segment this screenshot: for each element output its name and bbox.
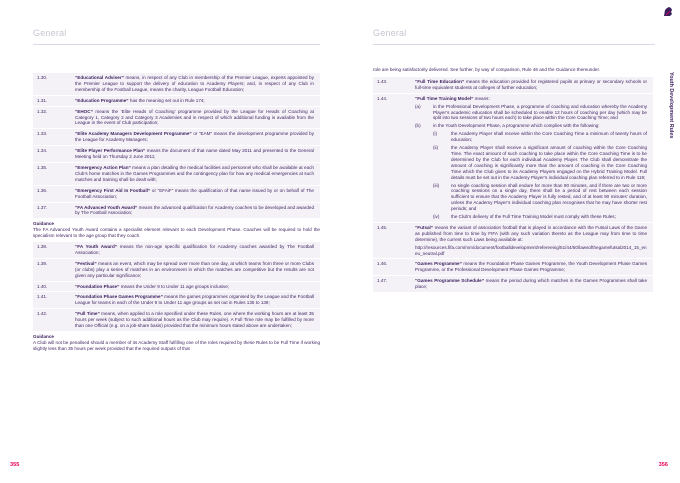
rule-term: “FA Advanced Youth Award” — [75, 204, 138, 210]
rule-row — [33, 106, 320, 129]
rule-number: 1.35. — [37, 164, 48, 170]
sub-sub-clause — [433, 145, 647, 180]
rule-row — [33, 145, 320, 162]
rule-text — [73, 186, 320, 202]
rule-row — [33, 281, 320, 292]
rule-row — [33, 95, 320, 106]
futsal-laws-link[interactable]: http://resources.fifa.com/mm/document/footballdevelopment/refereeing/51/44/50/lawsofthegamefutsal2014_15_eneu_neutral.pdf — [415, 244, 647, 256]
rule-number: 1.30. — [37, 75, 48, 80]
rule-number: 1.43. — [377, 78, 388, 84]
guidance-text: A Club will not be penalised should a member of its Academy Staff fulfilling one of the roles required by these Rules to be Full Time if working slightly less than 35 hours per week provided that the required outputs of that — [33, 339, 320, 351]
guidance-heading: Guidance — [33, 334, 54, 339]
rule-row — [33, 241, 320, 258]
sub-clause — [415, 123, 647, 129]
rule-term: “Emergency First Aid In Football” — [75, 187, 151, 193]
rule-text — [73, 146, 320, 162]
premier-league-lion-icon — [662, 6, 674, 18]
rule-text — [73, 163, 320, 185]
page-number-right: 356 — [658, 462, 668, 468]
rule-number: 1.42. — [37, 311, 48, 317]
rule-term: “Futsal” — [415, 224, 434, 230]
rule-number: 1.34. — [37, 148, 48, 154]
rule-text — [413, 259, 653, 275]
rule-term: “Games Programme Schedule” — [415, 278, 485, 284]
rule-text — [73, 282, 320, 292]
sub-sub-clause-label: (iii) — [433, 182, 440, 188]
rule-row — [33, 162, 320, 185]
side-title: Youth Development Rules — [668, 72, 674, 139]
rule-number: 1.46. — [377, 261, 388, 267]
rule-term: “Games Programme” — [415, 261, 462, 267]
sub-sub-clause-text: the Academy Player shall receive within the Core Coaching Time a minimum of twenty hours of education; — [451, 131, 647, 143]
sub-sub-clause — [433, 131, 647, 143]
rule-definition: means an event, which may be spread over more than one day, at which teams from three or more Clubs (or clubs) play a series of matches in an environment in which the matches are competitive but the results are not given any particular significance; — [75, 260, 314, 278]
rule-text — [73, 292, 320, 308]
rule-term: “Full Time Training Model” — [415, 95, 474, 101]
rule-number: 1.37. — [37, 204, 48, 210]
rule-definition: means the period during which matches in the Games Programmes shall take place; — [415, 278, 647, 290]
sub-clause-text: in the Professional Development Phase, a programme of coaching and education whereby the Academy Player’s academic education shall be scheduled to enable 12 hours of coaching per day (which may be split into two sessions of two hours each) to take place within the Core Coaching Time; and — [433, 103, 647, 121]
rule-definition: means a plan detailing the medical facilities and personnel who shall be available at each Club’s home matches in the Games Programmes and the contingency plan for how any medical emergencies at such matches and training shall be dealt with; — [75, 164, 314, 182]
guidance-heading: Guidance — [33, 221, 54, 227]
rule-number: 1.40. — [37, 283, 48, 289]
rule-definition: means the games programmes organised by the League and the Football League for teams in each of the Under 9 to Under 11 age groups as set out in Rules 135 to 139; — [75, 294, 314, 306]
sub-sub-clause-text: no single coaching session shall endure for more than 90 minutes, and if there are two or more coaching sessions on a single day, there shall be a period of rest between each session sufficient to ensure that the Academy Player is fully rested, and of at least 90 minutes’ duration, unless the Academy Player’s individual coaching plan recognises that he may have shorter rest periods; and — [451, 182, 647, 212]
rule-row — [373, 258, 653, 275]
rule-row — [373, 93, 653, 222]
rule-definition: means the document of that name dated May 2011 and presented to the General Meeting held on Thursday 2 June 2011; — [75, 148, 315, 160]
rule-number: 1.36. — [37, 187, 48, 193]
sub-clause-text: in the Youth Development Phase, a programme which complies with the following: — [433, 123, 600, 129]
rule-term: “Festival” — [75, 260, 97, 266]
rule-definition: means the education provided for registered pupils at primary or secondary schools or full-time equivalent students at colleges of further education; — [415, 78, 648, 90]
rule-text — [73, 242, 320, 258]
rule-definition: or “EAM” means the development programme provided by the League for Academy Managers; — [75, 131, 314, 143]
rule-row — [33, 202, 320, 219]
rule-term: “EHOC” — [75, 108, 93, 114]
rule-definition: means the non-age specific qualification for Academy coaches awarded by The Football Association; — [75, 244, 314, 255]
rule-definition: means the Foundation Phase Games Programme, the Youth Development Phase Games Programme, or the Professional Development Phase Games Programme; — [415, 261, 647, 273]
sub-clause-label: (b) — [415, 123, 421, 129]
rule-definition: means: — [473, 95, 490, 101]
rule-term: “FA Youth Award” — [75, 244, 118, 250]
right-heading-divider — [373, 44, 655, 45]
rule-definition: or “EFAiF” means the qualification of that name issued by or on behalf of The Football Association; — [75, 187, 314, 199]
rule-text — [413, 223, 653, 259]
rule-row — [33, 291, 320, 308]
rule-definition: means, when applied to a role specified under these Rules, one where the working hours are at least 35 hours per week (subject to such additional hours as the Club may require). A Full Time role may be fulfilled by more than one Official (e.g. on a job-share basis) provided that the minimum hours stated above are undertaken; — [75, 311, 314, 329]
sub-sub-clause-text: the Club’s delivery of the Full Time Training Model must comply with these Rules; — [451, 214, 616, 220]
rule-text — [413, 94, 653, 222]
rule-term: “Educational Adviser” — [75, 75, 124, 80]
sub-clause — [415, 104, 647, 122]
rule-term: “Foundation Phase Games Programme” — [75, 294, 163, 300]
rule-term: “Elite Player Performance Plan” — [75, 148, 146, 154]
rule-definition: means the ‘Elite Heads of Coaching’ programme provided by the League for Heads of Coaching at Category 1, Category 2 and Category 3 Academies and in respect of which additional funding is available from the League in the event of Club participation; — [75, 108, 314, 126]
sub-sub-clause-label: (ii) — [433, 145, 439, 151]
sub-sub-clause-label: (iv) — [433, 214, 440, 220]
rule-number: 1.41. — [37, 294, 48, 300]
sub-sub-clause — [433, 183, 647, 213]
rule-text — [73, 259, 320, 281]
left-section-heading: General — [33, 28, 67, 38]
rules-list-b — [33, 241, 320, 331]
sub-sub-clause-text: the Academy Player shall receive a significant amount of coaching within the Core Coaching Time. The exact amount of such coaching to take place within the Core Coaching Time is to be determined by the Club for each individual Academy Player. The Club shall demonstrate the amount of coaching is significantly more than the amount of coaching in the Core Coaching Time which the Club gives to its Academy Players engaged on the Hybrid Training Model. Full details must be set out in the Academy Player’s individual coaching plan referred to in Rule 119; — [451, 145, 647, 180]
rule-number: 1.38. — [37, 244, 48, 250]
rule-row — [33, 258, 320, 281]
rule-definition: means, in respect of any Club in membership of the Premier League, experts appointed by the Premier League to support the delivery of education to Academy Players; and, in respect of any Club in membership of the Football League, means the charity, League Football Education; — [75, 75, 314, 92]
rule-row — [373, 222, 653, 259]
rule-definition: means the Under 9 to Under 11 age groups inclusive; — [119, 283, 230, 289]
rule-number: 1.32. — [37, 108, 48, 114]
left-heading-divider — [33, 44, 320, 45]
rule-text — [413, 276, 653, 292]
right-column — [373, 67, 653, 292]
rule-term: “Full Time Education” — [415, 78, 465, 84]
rule-definition: has the meaning set out in Rule 174; — [128, 97, 205, 103]
rule-text — [73, 203, 320, 219]
sub-sub-clause-label: (i) — [433, 131, 438, 137]
rule-row — [33, 308, 320, 331]
sub-sub-clause-list — [415, 131, 647, 220]
continuation-text: role are being satisfactorily delivered. See further, by way of comparison, Rule 46 and the Guidance thereunder. — [373, 67, 601, 72]
right-page — [340, 0, 680, 483]
rule-row — [33, 72, 320, 95]
rule-term: “Emergency Action Plan” — [75, 164, 131, 170]
rules-list-a — [33, 72, 320, 218]
rule-text — [73, 309, 320, 331]
rule-text — [73, 96, 320, 106]
rule-term: “Full Time” — [75, 311, 100, 317]
rule-term: “Education Programme” — [75, 97, 129, 103]
rule-number: 1.47. — [377, 278, 388, 284]
page-number-left: 355 — [10, 462, 20, 468]
rule-number: 1.44. — [377, 95, 388, 101]
rule-row — [373, 275, 653, 292]
rule-text — [413, 77, 653, 93]
rule-number: 1.33. — [37, 131, 48, 137]
rule-number: 1.31. — [37, 97, 48, 103]
rule-row — [33, 185, 320, 202]
right-section-heading: General — [373, 28, 407, 38]
rule-text — [73, 73, 320, 95]
rule-number: 1.39. — [37, 260, 48, 266]
rule-term: “Foundation Phase” — [75, 283, 120, 289]
sub-clause-label: (a) — [415, 103, 421, 109]
rule-text — [73, 129, 320, 145]
left-column — [33, 72, 320, 354]
rule-term: “Elite Academy Managers Development Programme” — [75, 131, 192, 137]
rule-number: 1.45. — [377, 224, 388, 230]
guidance-text: The FA Advanced Youth Award contains a specialist element relevant to each Development Phase. Coaches will be required to hold the specialism relevant to the age group that they coach. — [33, 227, 320, 239]
sub-sub-clause — [433, 214, 647, 220]
rule-row — [33, 128, 320, 145]
rule-definition: means the advanced qualification for Academy coaches to be developed and awarded by The Football Association; — [75, 204, 315, 216]
rule-definition: means the variant of association football that is played in accordance with the Futsal Laws of the Game as published from time to time by FIFA (with any such variation thereto as the League may from time to time determine), the current such Laws being available at: — [415, 224, 647, 242]
rule-text — [73, 107, 320, 129]
rule-row — [373, 76, 653, 93]
